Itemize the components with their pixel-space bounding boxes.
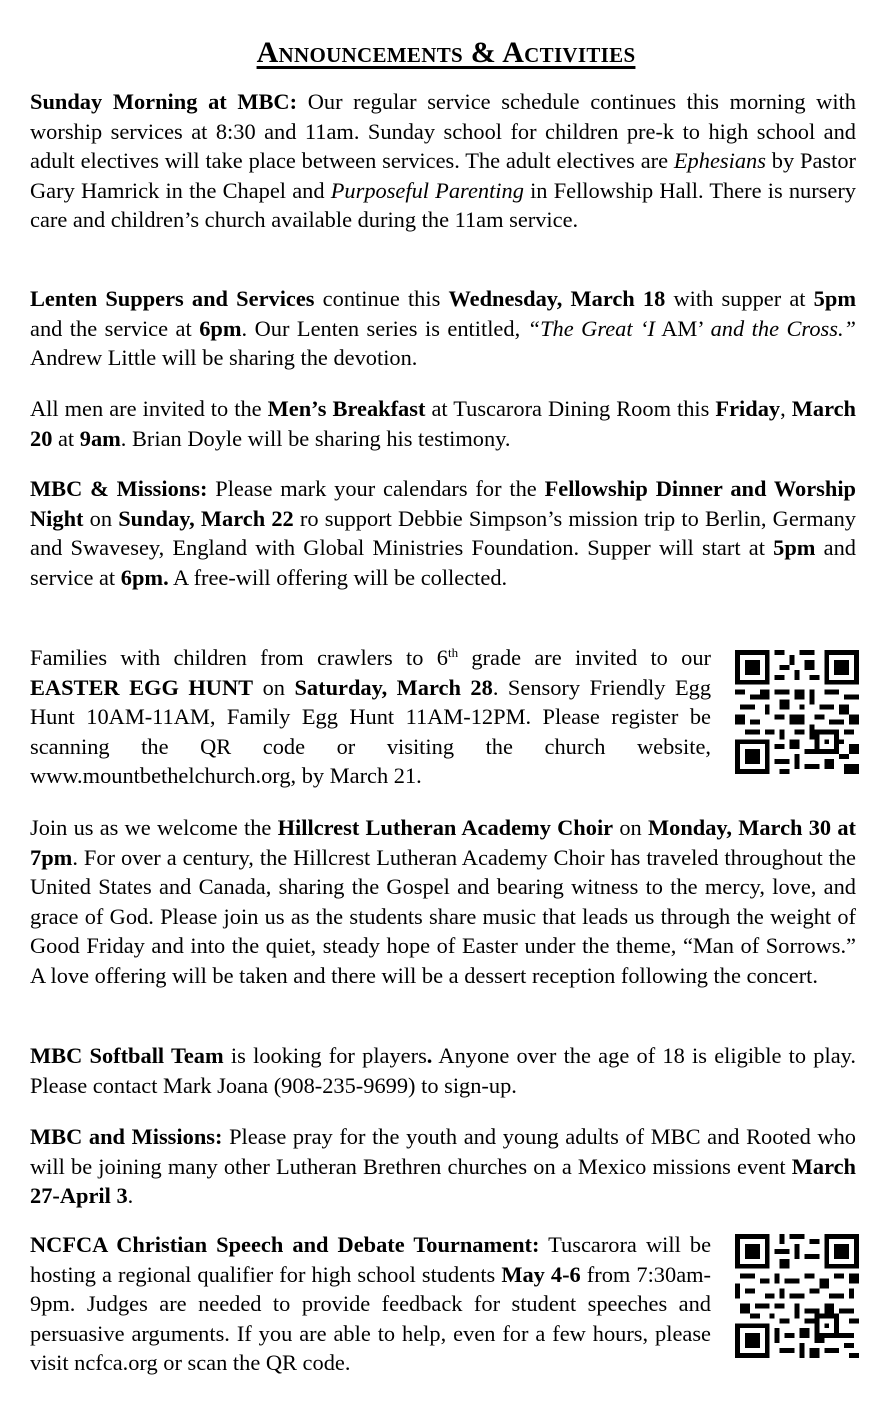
bold-text: Men’s Breakfast: [267, 396, 426, 421]
text: A free-will offering will be collected.: [168, 564, 508, 590]
mexico-missions-announcement: [30, 1122, 856, 1211]
bold-text: NCFCA Christian Speech and Debate Tournament:: [30, 1232, 540, 1257]
bold-text: 5pm: [773, 535, 816, 561]
bold-text: 6pm: [199, 315, 242, 341]
text: from 7:30am-9pm. Judges are needed to provide feedback for student speeches and persuasive arguments. If you are able to help, even for a few hours, please visit ncfca.org or scan the QR code.: [30, 1261, 712, 1376]
bold-text: Hillcrest Lutheran Academy Choir: [277, 815, 614, 840]
bold-text: Fellowship Dinner and Worship Night: [30, 476, 856, 531]
italic-text: Purposeful Parenting: [330, 177, 524, 203]
text: Our regular service schedule continues this morning with worship services at 8:30 and 11am. Sunday school for children pre-k to high school and adult electives will take place between services. The adult electives are: [30, 89, 856, 174]
easter-egg-hunt-announcement: [30, 643, 711, 791]
bold-text: Monday, March 30 at 7pm: [30, 815, 856, 870]
bold-text: 6pm.: [120, 564, 169, 590]
text: Tuscarora will be hosting a regional qualifier for high school students: [30, 1232, 712, 1287]
qr-code-graphic: [735, 1234, 859, 1358]
softball-team-announcement: [30, 1041, 856, 1100]
bold-text: Lenten Suppers and Services: [30, 286, 315, 311]
hillcrest-choir-announcement: [30, 813, 856, 991]
italic-text: Ephesians: [673, 148, 766, 174]
text: at: [52, 425, 80, 451]
text: . For over a century, the Hillcrest Lutheran Academy Choir has traveled throughout the United States and Canada, sharing the Gospel and bearing witness to the mercy, love, and grace of God. Please join us as the students share music that leads us through the weight of Good Friday and into the quiet, steady hope of Easter under the theme, “Man of Sorrows.” A love offering will be taken and there will be a dessert reception following the concert.: [30, 844, 856, 988]
qr-code-graphic: [735, 650, 859, 774]
text: and service at: [30, 535, 856, 590]
bold-text: Sunday, March 22: [118, 505, 294, 531]
text: continue this: [314, 286, 449, 311]
bold-text: MBC & Missions:: [30, 476, 208, 501]
bold-text: MBC Softball Team: [30, 1043, 224, 1068]
text: in Fellowship Hall. There is nursery care and children’s church available during the 11am service.: [30, 177, 856, 233]
italic-text: “The Great ‘I: [527, 315, 655, 341]
bold-text: March 20: [30, 396, 856, 451]
text: . Brian Doyle will be sharing his testimony.: [120, 425, 511, 451]
page-title: Announcements & Activities: [256, 36, 636, 69]
qr-code-icon[interactable]: [735, 1234, 859, 1358]
mens-breakfast-announcement: [30, 394, 856, 453]
text: with supper at: [665, 286, 814, 311]
text: and the service at: [30, 315, 200, 341]
italic-text: and the Cross.”: [710, 315, 856, 341]
text: AM’: [654, 315, 711, 341]
bold-text: MBC and Missions:: [30, 1124, 223, 1149]
bold-text: Wednesday, March 18: [448, 286, 666, 311]
text: .: [127, 1183, 134, 1209]
lenten-suppers-announcement: [30, 284, 856, 373]
bold-text: .: [426, 1043, 433, 1068]
text: Join us as we welcome the: [30, 815, 278, 840]
text: Anyone over the age of 18 is eligible to play. Please contact Mark Joana (908-235-9699) to sign-up.: [30, 1043, 856, 1098]
text: on: [83, 505, 119, 531]
text: at Tuscarora Dining Room this: [425, 396, 716, 421]
text: ,: [780, 396, 792, 421]
superscript: th: [447, 645, 459, 660]
text: All men are invited to the: [30, 396, 268, 421]
text: . Sensory Friendly Egg Hunt 10AM-11AM, Family Egg Hunt 11AM-12PM. Please register be scanning the QR code or visiting the church website, www.mountbethelchurch.org, by March 21.: [30, 674, 712, 789]
text: on: [613, 815, 648, 840]
bold-text: Friday: [715, 396, 781, 421]
bold-text: 5pm: [813, 286, 856, 311]
text: grade are invited to our: [458, 645, 711, 670]
text: ro support Debbie Simpson’s mission trip to Berlin, Germany and Swavesey, England with Global Ministries Foundation. Supper will start at: [30, 505, 856, 561]
bold-text: Sunday Morning at MBC:: [30, 89, 298, 114]
text: . Our Lenten series is entitled,: [241, 315, 528, 341]
text: Please mark your calendars for the: [207, 476, 545, 501]
qr-code-icon[interactable]: [735, 650, 859, 774]
text: is looking for players: [223, 1043, 427, 1068]
bold-text: March 27-April 3: [30, 1153, 856, 1209]
text: by Pastor Gary Hamrick in the Chapel and: [30, 148, 856, 203]
text: Families with children from crawlers to 6: [30, 645, 448, 670]
sunday-morning-announcement: [30, 87, 856, 235]
ncfca-tournament-announcement: [30, 1230, 711, 1378]
text: Please pray for the youth and young adults of MBC and Rooted who will be joining many other Lutheran Brethren churches on a Mexico missions event: [30, 1124, 856, 1179]
text: Andrew Little will be sharing the devotion.: [30, 345, 418, 371]
bold-text: 9am: [79, 425, 121, 451]
text: on: [253, 674, 295, 700]
missions-fellowship-dinner-announcement: [30, 474, 856, 592]
bold-text: Saturday, March 28: [294, 674, 493, 700]
bold-text: EASTER EGG HUNT: [30, 674, 254, 700]
bold-text: May 4-6: [501, 1261, 581, 1287]
